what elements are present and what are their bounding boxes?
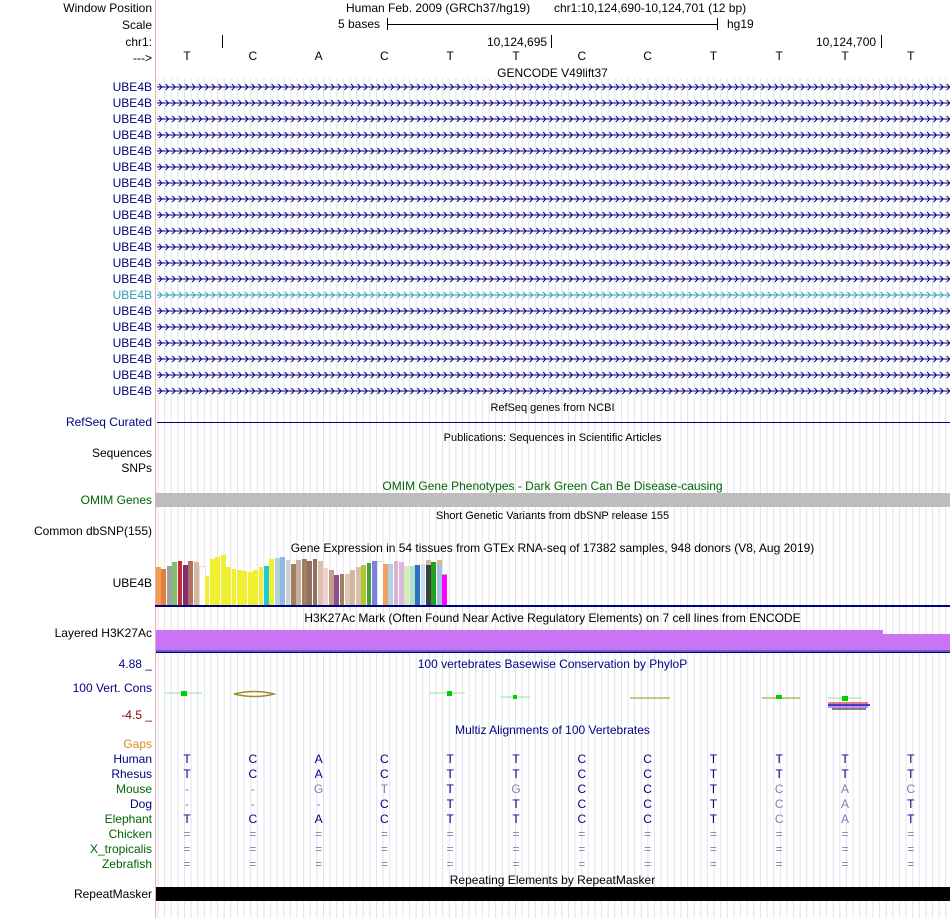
alignment-base: C xyxy=(643,797,652,811)
alignment-base: - xyxy=(185,782,189,796)
alignment-base: = xyxy=(644,857,652,871)
alignment-base: A xyxy=(314,767,323,781)
dbsnp-track-title[interactable]: Short Genetic Variants from dbSNP release 155 xyxy=(435,510,670,522)
base-letter: C xyxy=(577,49,587,63)
base-letter: T xyxy=(907,49,915,63)
alignment-base: = xyxy=(709,827,717,841)
alignment-base: = xyxy=(183,842,191,856)
alignment-base: = xyxy=(380,857,388,871)
alignment-base: T xyxy=(446,797,454,811)
alignment-base: G xyxy=(511,782,521,796)
alignment-base: T xyxy=(512,797,520,811)
multiz-track-title[interactable]: Multiz Alignments of 100 Vertebrates xyxy=(455,723,650,737)
gencode-transcript-label[interactable]: UBE4B xyxy=(112,176,152,190)
publications-track-title[interactable]: Publications: Sequences in Scientific Articles xyxy=(443,432,662,444)
refseq-label[interactable]: RefSeq Curated xyxy=(65,415,152,429)
alignment-base: = xyxy=(644,827,652,841)
species-label[interactable]: Dog xyxy=(129,797,152,811)
alignment-base: T xyxy=(446,767,454,781)
alignment-base: C xyxy=(774,812,784,826)
strand-label: ---> xyxy=(133,51,152,65)
alignment-base: = xyxy=(380,827,388,841)
alignment-base: = xyxy=(380,842,388,856)
alignment-base: T xyxy=(709,812,718,826)
species-label[interactable]: Zebrafish xyxy=(101,857,152,871)
alignment-base: T xyxy=(446,782,454,796)
alignment-base: T xyxy=(907,812,915,826)
alignment-base: = xyxy=(183,857,191,871)
alignment-base: T xyxy=(841,752,849,766)
base-letter: A xyxy=(314,49,323,63)
base-letter: T xyxy=(512,49,520,63)
alignment-base: C xyxy=(577,752,587,766)
base-letter: T xyxy=(709,49,718,63)
alignment-base: A xyxy=(840,812,849,826)
alignment-base: T xyxy=(709,752,718,766)
dbsnp-label[interactable]: Common dbSNP(155) xyxy=(33,524,152,538)
gencode-transcript-label[interactable]: UBE4B xyxy=(112,336,152,350)
h3k27ac-track-title[interactable]: H3K27Ac Mark (Often Found Near Active Regulatory Elements) on 7 cell lines from ENCODE xyxy=(304,611,801,625)
window-position-label: Window Position xyxy=(63,1,152,15)
scale-text: 5 bases xyxy=(338,17,381,31)
alignment-base: = xyxy=(775,857,783,871)
gencode-transcript-label[interactable]: UBE4B xyxy=(112,96,152,110)
alignment-base: T xyxy=(907,767,915,781)
alignment-base: T xyxy=(841,767,849,781)
species-label[interactable]: Elephant xyxy=(104,812,152,826)
alignment-base: C xyxy=(643,752,652,766)
alignment-base: C xyxy=(380,752,389,766)
omim-label[interactable]: OMIM Genes xyxy=(80,493,152,507)
coord-label-1: 10,124,695 xyxy=(487,35,548,49)
gencode-transcript-label[interactable]: UBE4B xyxy=(112,224,152,238)
position-readout: chr1:10,124,690-10,124,701 (12 bp) xyxy=(554,1,747,15)
alignment-base: C xyxy=(774,782,784,796)
alignment-base: C xyxy=(577,782,587,796)
alignment-base: C xyxy=(577,797,587,811)
alignment-base: = xyxy=(512,842,520,856)
gencode-transcript-label[interactable]: UBE4B xyxy=(112,112,152,126)
phylop-score-marks xyxy=(165,691,870,709)
gencode-transcript-label[interactable]: UBE4B xyxy=(112,288,152,302)
alignment-base: = xyxy=(512,857,520,871)
alignment-base: C xyxy=(643,812,652,826)
base-letter: T xyxy=(183,49,191,63)
alignment-base: = xyxy=(907,842,915,856)
alignment-base: = xyxy=(841,827,849,841)
alignment-base: G xyxy=(313,782,324,796)
base-letter: T xyxy=(446,49,454,63)
base-letter: T xyxy=(775,49,783,63)
conservation-max-label: 4.88 _ xyxy=(118,657,152,671)
alignment-base: T xyxy=(512,812,520,826)
gencode-transcript-label[interactable]: UBE4B xyxy=(112,352,152,366)
gencode-transcript-label[interactable]: UBE4B xyxy=(112,304,152,318)
gencode-transcript-label[interactable]: UBE4B xyxy=(112,144,152,158)
alignment-base: T xyxy=(775,752,783,766)
alignment-base: = xyxy=(578,827,586,841)
alignment-base: - xyxy=(316,797,321,811)
alignment-base: A xyxy=(840,782,849,796)
alignment-base: = xyxy=(578,857,586,871)
gencode-transcript-label[interactable]: UBE4B xyxy=(112,256,152,270)
alignment-base: T xyxy=(512,752,520,766)
alignment-base: = xyxy=(249,842,257,856)
alignment-base: = xyxy=(315,827,323,841)
gencode-transcript-label[interactable]: UBE4B xyxy=(112,368,152,382)
omim-track-title[interactable]: OMIM Gene Phenotypes - Dark Green Can Be Disease-causing xyxy=(382,479,723,493)
alignment-base: T xyxy=(907,797,915,811)
base-letter: C xyxy=(248,49,258,63)
alignment-base: = xyxy=(775,842,783,856)
db-label: hg19 xyxy=(727,17,754,31)
alignment-base: C xyxy=(643,782,652,796)
alignment-base: = xyxy=(578,842,586,856)
alignment-base: T xyxy=(183,767,191,781)
gencode-transcript-label[interactable]: UBE4B xyxy=(112,128,152,142)
alignment-base: = xyxy=(183,827,191,841)
alignment-base: = xyxy=(446,842,454,856)
alignment-base: - xyxy=(250,782,255,796)
alignment-base: T xyxy=(709,782,718,796)
species-label[interactable]: Rhesus xyxy=(111,767,152,781)
alignment-base: C xyxy=(380,812,389,826)
scale-label: Scale xyxy=(121,18,152,32)
alignment-base: T xyxy=(709,797,718,811)
alignment-base: C xyxy=(380,797,389,811)
repeatmasker-feature-bar[interactable] xyxy=(156,887,950,901)
alignment-base: = xyxy=(709,857,717,871)
gencode-transcript-label[interactable]: UBE4B xyxy=(112,160,152,174)
h3k27ac-label[interactable]: Layered H3K27Ac xyxy=(54,626,152,640)
alignment-base: C xyxy=(380,767,389,781)
gencode-transcript-label[interactable]: UBE4B xyxy=(112,384,152,398)
alignment-base: = xyxy=(249,857,257,871)
gtex-track-title[interactable]: Gene Expression in 54 tissues from GTEx RNA-seq of 17382 samples, 948 donors (V8, Aug 2019) xyxy=(290,541,815,555)
alignment-base: = xyxy=(512,827,520,841)
alignment-base: T xyxy=(446,812,454,826)
alignment-base: T xyxy=(183,752,191,766)
alignment-base: T xyxy=(512,767,520,781)
species-label[interactable]: Chicken xyxy=(108,827,152,841)
alignment-base: A xyxy=(314,752,323,766)
alignment-base: C xyxy=(248,767,258,781)
alignment-base: C xyxy=(643,767,652,781)
alignment-base: A xyxy=(840,797,849,811)
species-label[interactable]: Human xyxy=(113,752,152,766)
gtex-label[interactable]: UBE4B xyxy=(112,576,152,590)
alignment-base: T xyxy=(775,767,783,781)
alignment-base: C xyxy=(248,752,258,766)
alignment-base: A xyxy=(314,812,323,826)
chr-label: chr1: xyxy=(125,35,152,49)
alignment-base: = xyxy=(775,827,783,841)
alignment-base: = xyxy=(907,857,915,871)
coord-label-2: 10,124,700 xyxy=(816,35,877,49)
assembly-name: Human Feb. 2009 (GRCh37/hg19) xyxy=(346,1,531,15)
gencode-transcript-label[interactable]: UBE4B xyxy=(112,80,152,94)
gencode-transcript-label[interactable]: UBE4B xyxy=(112,320,152,334)
alignment-base: C xyxy=(577,812,587,826)
conservation-min-label: -4.5 _ xyxy=(121,708,152,722)
gencode-transcript-label[interactable]: UBE4B xyxy=(112,192,152,206)
alignment-base: = xyxy=(841,842,849,856)
alignment-base: T xyxy=(446,752,454,766)
alignment-base: C xyxy=(577,767,587,781)
gencode-transcript-label[interactable]: UBE4B xyxy=(112,208,152,222)
alignment-base: = xyxy=(841,857,849,871)
alignment-base: = xyxy=(249,827,257,841)
alignment-base: = xyxy=(446,857,454,871)
alignment-base: - xyxy=(250,797,255,811)
repeatmasker-track-title[interactable]: Repeating Elements by RepeatMasker xyxy=(449,873,656,887)
conservation-track-title[interactable]: 100 vertebrates Basewise Conservation by PhyloP xyxy=(417,657,688,671)
base-letter: T xyxy=(841,49,849,63)
alignment-base: = xyxy=(315,857,323,871)
species-label[interactable]: X_tropicalis xyxy=(89,842,152,856)
gencode-transcript-label[interactable]: UBE4B xyxy=(112,272,152,286)
conservation-label[interactable]: 100 Vert. Cons xyxy=(72,681,152,695)
alignment-base: T xyxy=(709,767,718,781)
alignment-base: - xyxy=(185,797,189,811)
alignment-base: = xyxy=(315,842,323,856)
gencode-transcript-label[interactable]: UBE4B xyxy=(112,240,152,254)
publications-snps-label[interactable]: SNPs xyxy=(121,461,152,475)
alignment-base: T xyxy=(183,812,191,826)
gencode-track-title[interactable]: GENCODE V49lift37 xyxy=(497,66,608,80)
alignment-base: = xyxy=(446,827,454,841)
alignment-base: = xyxy=(907,827,915,841)
alignment-base: T xyxy=(380,782,389,796)
alignment-base: C xyxy=(774,797,784,811)
refseq-track-title[interactable]: RefSeq genes from NCBI xyxy=(490,402,615,414)
publications-sequences-label[interactable]: Sequences xyxy=(91,446,152,460)
alignment-base: = xyxy=(709,842,717,856)
repeatmasker-label[interactable]: RepeatMasker xyxy=(73,887,152,901)
alignment-base: C xyxy=(906,782,916,796)
alignment-base: = xyxy=(644,842,652,856)
alignment-base: T xyxy=(907,752,915,766)
base-letter: C xyxy=(643,49,652,63)
alignment-base: C xyxy=(248,812,258,826)
base-letter: C xyxy=(380,49,389,63)
multiz-gaps-label[interactable]: Gaps xyxy=(123,737,152,751)
species-label[interactable]: Mouse xyxy=(115,782,152,796)
